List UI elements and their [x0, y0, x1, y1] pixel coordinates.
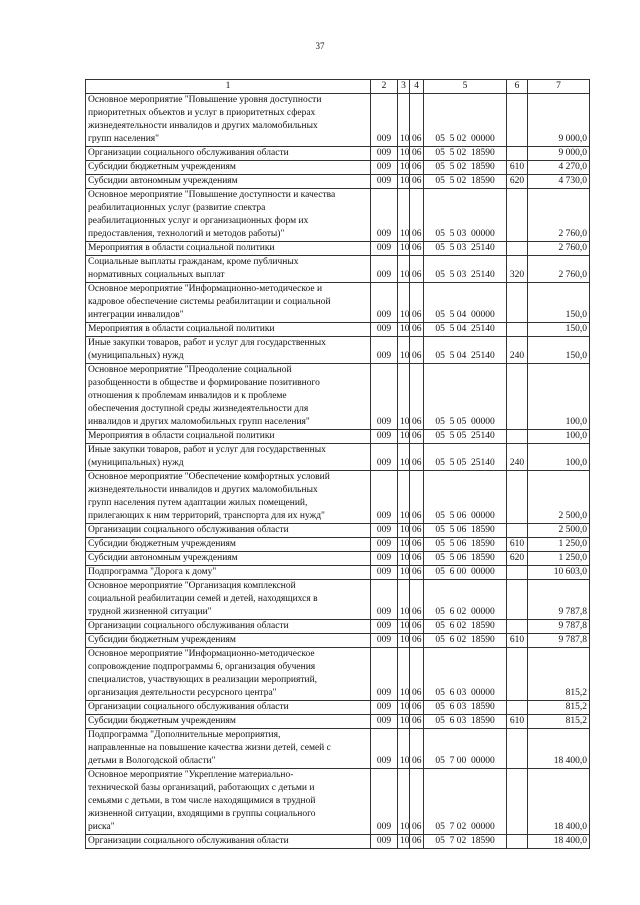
- budget-table: [85, 79, 590, 849]
- target-article-code: 05 5 06 18590: [424, 524, 507, 538]
- section-code: 10: [398, 580, 410, 620]
- section-code: 10: [398, 566, 410, 580]
- subsection-code: 06: [410, 189, 424, 242]
- subsection-code: 06: [410, 620, 424, 634]
- row-description: Основное мероприятие "Информационно-методическое и кадровое обеспечение системы реабилитации и социальной интеграции инвалидов": [86, 283, 371, 323]
- table-row: [86, 364, 590, 430]
- row-description: Субсидии бюджетным учреждениям: [86, 538, 371, 552]
- table-row: [86, 729, 590, 769]
- table-row: [86, 283, 590, 323]
- ministry-code: 009: [371, 161, 398, 175]
- row-description: Основное мероприятие "Организация комплексной социальной реабилитации семей и детей, находящихся в трудной жизненной ситуации": [86, 580, 371, 620]
- subsection-code: 06: [410, 835, 424, 849]
- section-code: 10: [398, 242, 410, 256]
- section-code: 10: [398, 634, 410, 648]
- section-code: 10: [398, 283, 410, 323]
- row-description: Организации социального обслуживания области: [86, 701, 371, 715]
- expense-type-code: [507, 835, 528, 849]
- target-article-code: 05 5 06 00000: [424, 471, 507, 524]
- amount-value: 815,2: [528, 701, 590, 715]
- target-article-code: 05 6 03 00000: [424, 648, 507, 701]
- ministry-code: 009: [371, 566, 398, 580]
- amount-value: 150,0: [528, 337, 590, 364]
- section-code: 10: [398, 175, 410, 189]
- section-code: 10: [398, 337, 410, 364]
- table-row: [86, 161, 590, 175]
- section-code: 10: [398, 552, 410, 566]
- section-code: 10: [398, 94, 410, 147]
- amount-value: 18 400,0: [528, 835, 590, 849]
- subsection-code: 06: [410, 337, 424, 364]
- section-code: 10: [398, 161, 410, 175]
- subsection-code: 06: [410, 648, 424, 701]
- expense-type-code: 620: [507, 552, 528, 566]
- row-description: Основное мероприятие "Обеспечение комфортных условий жизнедеятельности инвалидов и других маломобильных групп населения путем адаптации жилых помещений, прилегающих к ним территорий, транспорта для их нужд": [86, 471, 371, 524]
- row-description: Социальные выплаты гражданам, кроме публичных нормативных социальных выплат: [86, 256, 371, 283]
- ministry-code: 009: [371, 189, 398, 242]
- ministry-code: 009: [371, 552, 398, 566]
- target-article-code: 05 5 06 18590: [424, 552, 507, 566]
- table-row: [86, 769, 590, 835]
- target-article-code: 05 5 06 18590: [424, 538, 507, 552]
- ministry-code: 009: [371, 835, 398, 849]
- table-row: [86, 430, 590, 444]
- section-code: 10: [398, 538, 410, 552]
- table-row: [86, 538, 590, 552]
- amount-value: 1 250,0: [528, 538, 590, 552]
- row-description: Основное мероприятие "Повышение доступности и качества реабилитационных услуг (развитие спектра реабилитационных услуг и организационных форм их предоставления, технологий и методов работы)": [86, 189, 371, 242]
- expense-type-code: [507, 189, 528, 242]
- expense-type-code: [507, 471, 528, 524]
- section-code: 10: [398, 256, 410, 283]
- column-header: 5: [424, 80, 507, 94]
- expense-type-code: 240: [507, 444, 528, 471]
- section-code: 10: [398, 524, 410, 538]
- amount-value: 150,0: [528, 283, 590, 323]
- subsection-code: 06: [410, 538, 424, 552]
- target-article-code: 05 5 02 18590: [424, 147, 507, 161]
- expense-type-code: [507, 147, 528, 161]
- subsection-code: 06: [410, 94, 424, 147]
- row-description: Подпрограмма "Дорога к дому": [86, 566, 371, 580]
- subsection-code: 06: [410, 634, 424, 648]
- row-description: Мероприятия в области социальной политики: [86, 430, 371, 444]
- table-row: [86, 620, 590, 634]
- target-article-code: 05 5 03 25140: [424, 256, 507, 283]
- subsection-code: 06: [410, 524, 424, 538]
- column-header: 4: [410, 80, 424, 94]
- section-code: 10: [398, 471, 410, 524]
- target-article-code: 05 7 02 18590: [424, 835, 507, 849]
- amount-value: 150,0: [528, 323, 590, 337]
- amount-value: 18 400,0: [528, 769, 590, 835]
- ministry-code: 009: [371, 364, 398, 430]
- ministry-code: 009: [371, 94, 398, 147]
- expense-type-code: [507, 620, 528, 634]
- target-article-code: 05 5 03 25140: [424, 242, 507, 256]
- table-row: [86, 701, 590, 715]
- column-header: 3: [398, 80, 410, 94]
- section-code: 10: [398, 701, 410, 715]
- table-row: [86, 471, 590, 524]
- row-description: Субсидии бюджетным учреждениям: [86, 715, 371, 729]
- row-description: Подпрограмма "Дополнительные мероприятия, направленные на повышение качества жизни детей, семей с детьми в Вологодской области": [86, 729, 371, 769]
- expense-type-code: [507, 729, 528, 769]
- column-header: 7: [528, 80, 590, 94]
- page-number: 37: [315, 41, 325, 51]
- section-code: 10: [398, 769, 410, 835]
- ministry-code: 009: [371, 147, 398, 161]
- amount-value: 100,0: [528, 364, 590, 430]
- row-description: Субсидии бюджетным учреждениям: [86, 161, 371, 175]
- amount-value: 9 787,8: [528, 620, 590, 634]
- amount-value: 4 730,0: [528, 175, 590, 189]
- ministry-code: 009: [371, 430, 398, 444]
- table-row: [86, 715, 590, 729]
- row-description: Иные закупки товаров, работ и услуг для государственных (муниципальных) нужд: [86, 444, 371, 471]
- ministry-code: 009: [371, 715, 398, 729]
- amount-value: 100,0: [528, 430, 590, 444]
- ministry-code: 009: [371, 620, 398, 634]
- subsection-code: 06: [410, 729, 424, 769]
- target-article-code: 05 6 00 00000: [424, 566, 507, 580]
- row-description: Мероприятия в области социальной политики: [86, 242, 371, 256]
- target-article-code: 05 6 02 18590: [424, 620, 507, 634]
- table-row: [86, 648, 590, 701]
- table-row: [86, 337, 590, 364]
- section-code: 10: [398, 323, 410, 337]
- subsection-code: 06: [410, 323, 424, 337]
- ministry-code: 009: [371, 242, 398, 256]
- row-description: Организации социального обслуживания области: [86, 524, 371, 538]
- expense-type-code: 610: [507, 634, 528, 648]
- ministry-code: 009: [371, 444, 398, 471]
- row-description: Основное мероприятие "Преодоление социальной разобщенности в обществе и формирование позитивного отношения к проблемам инвалидов и к проблеме обеспечения доступной среды жизнедеятельности для инвалидов и других маломобильных групп населения": [86, 364, 371, 430]
- table-row: [86, 634, 590, 648]
- expense-type-code: [507, 364, 528, 430]
- expense-type-code: [507, 430, 528, 444]
- table-row: [86, 242, 590, 256]
- target-article-code: 05 6 03 18590: [424, 715, 507, 729]
- expense-type-code: [507, 283, 528, 323]
- ministry-code: 009: [371, 337, 398, 364]
- row-description: Организации социального обслуживания области: [86, 147, 371, 161]
- table-row: [86, 189, 590, 242]
- expense-type-code: [507, 648, 528, 701]
- target-article-code: 05 6 03 18590: [424, 701, 507, 715]
- subsection-code: 06: [410, 430, 424, 444]
- ministry-code: 009: [371, 256, 398, 283]
- amount-value: 4 270,0: [528, 161, 590, 175]
- ministry-code: 009: [371, 471, 398, 524]
- ministry-code: 009: [371, 634, 398, 648]
- table-row: [86, 566, 590, 580]
- column-header: 1: [86, 80, 371, 94]
- section-code: 10: [398, 430, 410, 444]
- amount-value: 2 760,0: [528, 189, 590, 242]
- subsection-code: 06: [410, 701, 424, 715]
- section-code: 10: [398, 444, 410, 471]
- target-article-code: 05 5 05 00000: [424, 364, 507, 430]
- section-code: 10: [398, 835, 410, 849]
- row-description: Мероприятия в области социальной политики: [86, 323, 371, 337]
- amount-value: 9 000,0: [528, 147, 590, 161]
- expense-type-code: 320: [507, 256, 528, 283]
- ministry-code: 009: [371, 648, 398, 701]
- expense-type-code: 610: [507, 161, 528, 175]
- target-article-code: 05 5 04 25140: [424, 337, 507, 364]
- subsection-code: 06: [410, 715, 424, 729]
- table-row: [86, 147, 590, 161]
- column-header: 6: [507, 80, 528, 94]
- subsection-code: 06: [410, 256, 424, 283]
- row-description: Основное мероприятие "Повышение уровня доступности приоритетных объектов и услуг в приоритетных сферах жизнедеятельности инвалидов и других маломобильных групп населения": [86, 94, 371, 147]
- expense-type-code: 240: [507, 337, 528, 364]
- table-row: [86, 580, 590, 620]
- amount-value: 2 500,0: [528, 471, 590, 524]
- subsection-code: 06: [410, 283, 424, 323]
- ministry-code: 009: [371, 524, 398, 538]
- ministry-code: 009: [371, 538, 398, 552]
- ministry-code: 009: [371, 729, 398, 769]
- table-row: [86, 94, 590, 147]
- section-code: 10: [398, 648, 410, 701]
- ministry-code: 009: [371, 323, 398, 337]
- subsection-code: 06: [410, 161, 424, 175]
- table-row: [86, 444, 590, 471]
- target-article-code: 05 5 02 00000: [424, 94, 507, 147]
- subsection-code: 06: [410, 552, 424, 566]
- subsection-code: 06: [410, 444, 424, 471]
- target-article-code: 05 7 00 00000: [424, 729, 507, 769]
- expense-type-code: [507, 566, 528, 580]
- amount-value: 815,2: [528, 648, 590, 701]
- amount-value: 18 400,0: [528, 729, 590, 769]
- table-row: [86, 323, 590, 337]
- expense-type-code: [507, 94, 528, 147]
- row-description: Субсидии автономным учреждениям: [86, 552, 371, 566]
- target-article-code: 05 5 04 25140: [424, 323, 507, 337]
- target-article-code: 05 5 04 00000: [424, 283, 507, 323]
- expense-type-code: [507, 242, 528, 256]
- ministry-code: 009: [371, 701, 398, 715]
- target-article-code: 05 5 02 18590: [424, 161, 507, 175]
- row-description: Иные закупки товаров, работ и услуг для государственных (муниципальных) нужд: [86, 337, 371, 364]
- target-article-code: 05 5 05 25140: [424, 430, 507, 444]
- subsection-code: 06: [410, 471, 424, 524]
- row-description: Субсидии бюджетным учреждениям: [86, 634, 371, 648]
- section-code: 10: [398, 364, 410, 430]
- section-code: 10: [398, 715, 410, 729]
- subsection-code: 06: [410, 566, 424, 580]
- subsection-code: 06: [410, 175, 424, 189]
- target-article-code: 05 5 05 25140: [424, 444, 507, 471]
- section-code: 10: [398, 189, 410, 242]
- row-description: Организации социального обслуживания области: [86, 620, 371, 634]
- subsection-code: 06: [410, 769, 424, 835]
- expense-type-code: [507, 701, 528, 715]
- subsection-code: 06: [410, 242, 424, 256]
- table-header-row: [86, 80, 590, 94]
- target-article-code: 05 5 03 00000: [424, 189, 507, 242]
- expense-type-code: 610: [507, 715, 528, 729]
- ministry-code: 009: [371, 175, 398, 189]
- amount-value: 100,0: [528, 444, 590, 471]
- row-description: Организации социального обслуживания области: [86, 835, 371, 849]
- subsection-code: 06: [410, 147, 424, 161]
- column-header: 2: [371, 80, 398, 94]
- subsection-code: 06: [410, 364, 424, 430]
- table-row: [86, 175, 590, 189]
- amount-value: 9 787,8: [528, 580, 590, 620]
- expense-type-code: [507, 323, 528, 337]
- target-article-code: 05 7 02 00000: [424, 769, 507, 835]
- amount-value: 9 000,0: [528, 94, 590, 147]
- amount-value: 2 760,0: [528, 256, 590, 283]
- expense-type-code: 620: [507, 175, 528, 189]
- target-article-code: 05 6 02 00000: [424, 580, 507, 620]
- amount-value: 2 500,0: [528, 524, 590, 538]
- ministry-code: 009: [371, 283, 398, 323]
- target-article-code: 05 6 02 18590: [424, 634, 507, 648]
- section-code: 10: [398, 147, 410, 161]
- expense-type-code: [507, 580, 528, 620]
- ministry-code: 009: [371, 769, 398, 835]
- amount-value: 10 603,0: [528, 566, 590, 580]
- ministry-code: 009: [371, 580, 398, 620]
- target-article-code: 05 5 02 18590: [424, 175, 507, 189]
- expense-type-code: [507, 769, 528, 835]
- amount-value: 815,2: [528, 715, 590, 729]
- expense-type-code: [507, 524, 528, 538]
- section-code: 10: [398, 729, 410, 769]
- amount-value: 9 787,8: [528, 634, 590, 648]
- table-row: [86, 552, 590, 566]
- expense-type-code: 610: [507, 538, 528, 552]
- table-row: [86, 524, 590, 538]
- amount-value: 2 760,0: [528, 242, 590, 256]
- amount-value: 1 250,0: [528, 552, 590, 566]
- table-row: [86, 256, 590, 283]
- row-description: Основное мероприятие "Информационно-методическое сопровождение подпрограммы 6, организация обучения специалистов, участвующих в реализации мероприятий, организация деятельности ресурсного центра": [86, 648, 371, 701]
- table-row: [86, 835, 590, 849]
- subsection-code: 06: [410, 580, 424, 620]
- row-description: Субсидии автономным учреждениям: [86, 175, 371, 189]
- table-body: [86, 94, 590, 849]
- section-code: 10: [398, 620, 410, 634]
- row-description: Основное мероприятие "Укрепление материально- технической базы организаций, работающих с детьми и семьями с детьми, в том числе находящимися в трудной жизненной ситуации, входящими в группы социального риска": [86, 769, 371, 835]
